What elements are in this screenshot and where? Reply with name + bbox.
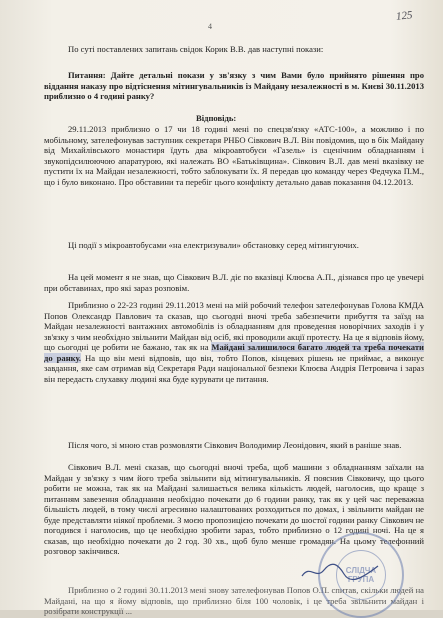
question-paragraph <box>44 70 424 102</box>
answer-paragraph-1: 29.11.2013 приблизно о 17 чи 18 годині мені по спецзв'язку «АТС-100», а можливо і по мобільному, зателефонував заступник секретаря РНБО Сівкович В.Л. Він повідомив, що в бік Майдану від Михайлівського монастиря їдуть два мікроавтобуси «Газель» із сценічним обладнанням і звукопідсилюючою апаратурою, які належать ВО «Батьківщина». Сівкович В.Л. дав мені вказівку не пустити їх на Майдан незалежності, тобто заблокувати їх. Я передав цю команду через Федчука П.М., що і було виконано. Про обставини та перебіг цього конфлікту детально давав показання 04.12.2013. <box>44 124 424 187</box>
highlighted-text: Майдані залишилося багато людей та треба почекати до ранку. <box>44 342 425 363</box>
handwritten-page-number: 125 <box>395 9 414 23</box>
answer-paragraph-3: На цей момент я не знав, що Сівкович В.Л. діє по вказівці Клюєва А.П., дізнався про це увечері при обставинах, про які зараз розповім. <box>44 272 424 293</box>
intro-paragraph: По суті поставлених запитань свідок Корик В.В. дав наступні покази: <box>68 44 324 54</box>
answer-paragraph-7: Приблизно о 2 годині 30.11.2013 мені знову зателефонував Попов О.П. спитав, скільки людей на Майдані, на що я йому відповів, що приблизно біля 100 чоловік, і це треба звільнити майдан і розібрати конструкції ... <box>44 585 424 616</box>
question-text: Дайте детальні покази у зв'язку з чим Вами було прийнято рішення про віддання наказу про відтіснення мітингувальників із Майдану незалежності в м. Києві 30.11.2013 приблизно о 4 годині ранку? <box>44 70 424 101</box>
signature-mark <box>300 560 380 582</box>
stamp-center: СЛІДЧА ГРУПА <box>336 550 386 600</box>
paragraph-4-end: На що він мені відповів, що він, тобто Попов, кінцевих рішень не приймає, а виконує завдання, яке сам отримав від Секретаря Ради національної безпеки Клюєва Андрія Петровича і зараз він передасть слухавку людині яка буде курувати це питання. <box>44 352 424 384</box>
paragraph-4-start: Приблизно о 22-23 годині 29.11.2013 мені на мій робочий телефон зателефонував Голова КМДА Попов Олександр Павлович та сказав, що сьогодні вночі треба забезпечити прибуття та заїзд на Майдан незалежності вантажних автомобілів із обладнанням для проведення новорічних заходів і у зв'язку з чим необхідно звільнити Майдан від осіб, які проводили акції протесту. На це я відповів йому, що сьогодні це робити не бажано, так як на <box>44 300 424 352</box>
answer-paragraph-5: Після чого, зі мною став розмовляти Сівкович Володимир Леонідович, який в раніше знав. <box>68 440 402 450</box>
answer-paragraph-6: Сівкович В.Л. мені сказав, що сьогодні вночі треба, щоб машини з обладнанням заїхали на Майдан у зв'язку з чим його треба звільнити від мітингувальників. Я пояснив Сівковичу, що цього робити не можна, так як на Майдані залишається велика кількість людей, наголосив, що краще з питанням завезення обладнання необхідно почекати до 6 години ранку, так як у цей час переважна більшість людей, в тому числі агресивно налаштованих розходиться по домах, і звільнити майдан не буде представляти ніякої проблеми. З моєю пропозицією почекати до шостої години ранку Сівкович не погодився і наголосив, що це необхідно зробити зараз, тобто приблизно о 12 годині ночі. На це я сказав, що необхідно почекати до 2 год. 30 хв., щоб було менше громадян. На цьому телефонний розговор закінчився. <box>44 462 424 556</box>
answer-paragraph-2: Ці події з мікроавтобусами «на електризували» обстановку серед мітингуючих. <box>68 240 359 250</box>
page-number: 4 <box>208 22 212 31</box>
answer-paragraph-4 <box>44 300 424 384</box>
answer-label: Відповідь: <box>196 113 237 123</box>
question-label: Питання: <box>68 70 106 80</box>
